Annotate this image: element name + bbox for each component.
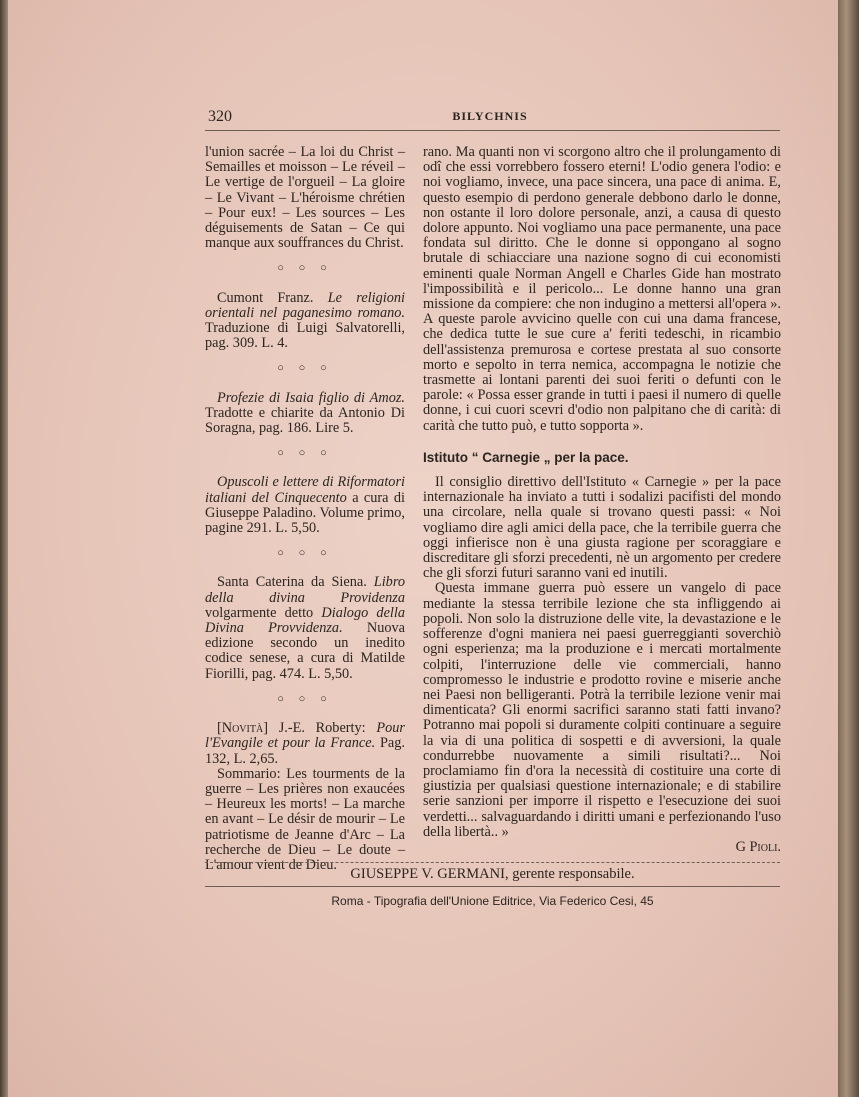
author-signature: G Pioli. (735, 838, 781, 855)
entry-details: a cura di Giuseppe Paladino. Volume primo, pagine 291. L. 5,50. (205, 489, 406, 537)
footer-rule (205, 886, 780, 887)
entry-mid: volgarmente detto (205, 604, 314, 621)
left-column (205, 145, 405, 873)
article-paragraph: Questa immane guerra può essere un vangelo di pace mediante la stessa terribile lezione che sta infliggendo ai popoli. Non solo la distruzione delle vite, la devastazione e le sofferenze d'ogni maniera nei paesi guerreggianti soverchiò ogni esperienza; ma la produzione e i mercati mortalmente colpiti, l'interruzione delle vie commerciali, hanno compromesso le industrie e prodotto rovine e miserie anche nei Paesi non belligeranti. Potrà la terribile lezione venir mai dimenticata? Gli enormi sacrifici saranno stati fatti invano? Potranno mai popoli si duramente colpiti continuare a seguire la via di una politica di sospetti e di avversioni, la quale condurrebbe nuovamente a simili risultati?... Noi proclamiamo fin d'ora la necessità di costituire una corte di giustizia per qualsiasi questione internazionale; e di stabilire serie sanzioni per imporre il rispetto e l'esecuzione dei suoi verdetti... salvaguardando i diritti umani e perfezionando l'uso della libertà.. » (423, 580, 781, 840)
footer-rule (205, 862, 780, 863)
printer-line: Roma - Tipografia dell'Unione Editrice, Via Federico Cesi, 45 (331, 894, 654, 908)
entry-details: Traduzione di Luigi Salvatorelli, pag. 309. L. 4. (205, 320, 405, 352)
entry-title-alt: Dialogo della Divina Provvidenza. (205, 604, 406, 637)
entry-title: Pour l'Evangile et pour la France. (205, 720, 405, 752)
book-entry-cumont (205, 291, 405, 352)
book-entry-isaia (205, 391, 405, 437)
entry-author: Santa Caterina da Siena. (217, 574, 367, 591)
entry-author: J.-E. Roberty: (278, 720, 366, 737)
continuation-text: l'union sacrée – La loi du Christ – Semailles et moisson – Le réveil – Le vertige de l'orgueil – La gloire – Le Vivant – L'héroisme chrétien – Pour eux! – Les sources – Les déguisements de Satan – Ce qui manque aux souffrances du Christ. (205, 144, 405, 252)
gerente-line: GIUSEPPE V. GERMANI, gerente responsabile. (350, 866, 635, 882)
page-number: 320 (208, 108, 232, 125)
separator: ○ ○ ○ (277, 362, 333, 375)
separator: ○ ○ ○ (277, 692, 333, 705)
entry-details: Tradotte e chiarite da Antonio Di Soragna, pag. 186. Lire 5. (205, 404, 405, 437)
entry-details: Pag. 132, L. 2,65. (205, 735, 405, 767)
book-entry-roberty (205, 721, 405, 767)
separator: ○ ○ ○ (277, 547, 333, 560)
running-head: BILYCHNIS (452, 109, 528, 123)
page-header (200, 108, 780, 130)
header-rule (205, 130, 780, 131)
entry-title: Profezie di Isaia figlio di Amoz. (217, 389, 405, 406)
entry-details: Nuova edizione secondo un inedito codice senese, a cura di Matilde Fiorilli, pag. 474. L. 5,50. (205, 620, 406, 682)
separator: ○ ○ ○ (277, 262, 333, 275)
article-paragraph: Il consiglio direttivo dell'Istituto « Carnegie » per la pace internazionale ha inviato a tutti i sodalizi pacifisti del mondo una circolare, nella quale si trovano questi passi: « Noi vogliamo dire agli amici della pace, che la terribile guerra che oggi infierisce non è una giusta ragione per scoraggiare e discreditare gli sforzi precedenti, nè un argomento per credere che gli sforzi futuri saranno vani ed inutili. (423, 474, 781, 582)
entry-summary: Sommario: Les tourments de la guerre – Les prières non exaucées – Heureux les morts! – La marche en avant – Le désir de mourir – Le patriotisme de Jeanne d'Arc – La recherche de Dieu – Le doute – L'amour vient de Dieu. (205, 765, 405, 873)
article-paragraph: rano. Ma quanti non vi scorgono altro che il prolungamento di odî che essi vorrebbero fossero eterni! L'odio genera l'odio: e noi vogliamo, invece, una pace sincera, una pace di anima. E, questo esempio di perdono generale debbono darlo le donne, non ostante il loro dolore personale, anzi, a causa di questo dolore appunto. Noi vogliamo una pace permanente, una pace fondata sul diritto. Che le donne si oppongano al sogno brutale di schiacciare una nazione sogno di cui economisti eminenti quale Norman Angell e Charles Gide han mostrato l'impossibilità e il pericolo... Le donne hanno una gran missione da compiere: che non indugino a mettersi all'opera ». A queste parole avvicino quelle con cui una dama francese, che dedica tutte le sue cure a' feriti tedeschi, in ricambio dell'assistenza premurosa e cortese prestata al suo consorte morto e sepolto in terra nemica, accompagna le notizie che trasmette ai lontani parenti dei suoi feriti o defunti con le parole: « Possa esser grande in tutti i paesi il numero di quelle donne, i cui cuori scevri d'odio non palpitano che di carità: di carità che tutto può, e tutto sopporta ». (423, 144, 781, 434)
entry-title: Libro della divina Providenza (205, 574, 406, 606)
book-entry-caterina (205, 575, 405, 681)
entry-title: Le religioni orientali nel paganesimo romano. (205, 289, 406, 321)
novita-tag: [Novità] (217, 720, 268, 737)
entry-title: Opuscoli e lettere di Riformatori italiani del Cinquecento (205, 474, 405, 506)
separator: ○ ○ ○ (277, 447, 333, 460)
section-title: Istituto “ Carnegie „ per la pace. (423, 449, 629, 465)
right-column (423, 145, 781, 855)
entry-author: Cumont Franz. (217, 289, 314, 306)
page-edge (838, 0, 859, 1097)
book-entry-opuscoli (205, 475, 405, 536)
